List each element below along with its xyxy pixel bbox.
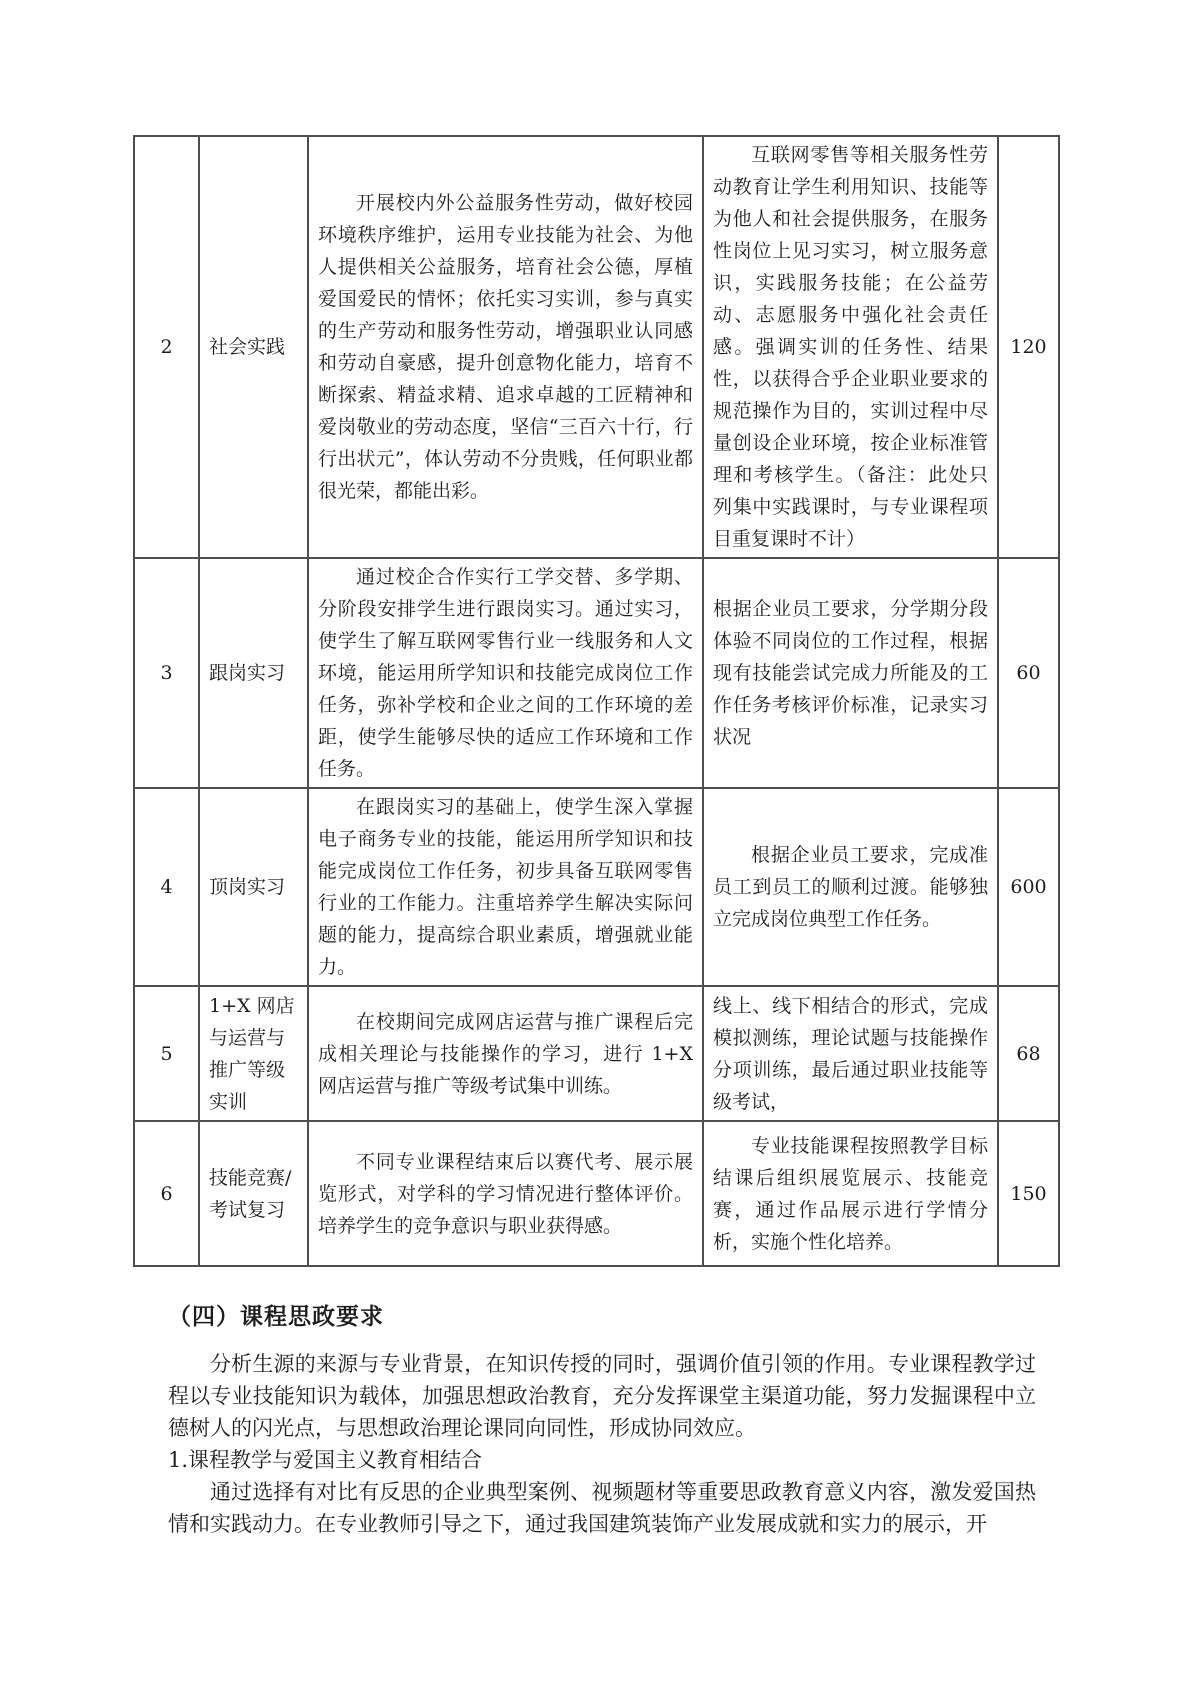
course-requirement: 根据企业员工要求，完成准员工到员工的顺利过渡。能够独立完成岗位典型工作任务。: [703, 788, 998, 986]
section-heading: （四）课程思政要求: [168, 1304, 384, 1330]
course-description: 通过校企合作实行工学交替、多学期、分阶段安排学生进行跟岗实习。通过实习，使学生了解互联网零售行业一线服务和人文环境，能运用所学知识和技能完成岗位工作任务，弥补学校和企业之间的工作环境的差距，使学生能够尽快的适应工作环境和工作任务。: [308, 558, 703, 788]
course-description: 在校期间完成网店运营与推广课程后完成相关理论与技能操作的学习，进行 1+X 网店运营与推广等级考试集中训练。: [308, 986, 703, 1121]
table-row: [134, 136, 1059, 558]
course-hours: 120: [998, 136, 1059, 558]
course-name: 顶岗实习: [199, 788, 308, 986]
course-description: 不同专业课程结束后以赛代考、展示展览形式，对学科的学习情况进行整体评价。培养学生的竞争意识与职业获得感。: [308, 1121, 703, 1266]
table-row: [134, 558, 1059, 788]
course-requirement: 根据企业员工要求，分学期分段体验不同岗位的工作过程，根据现有技能尝试完成力所能及的工作任务考核评价标准，记录实习状况: [703, 558, 998, 788]
course-requirement: 专业技能课程按照教学目标结课后组织展览展示、技能竞赛，通过作品展示进行学情分析，实施个性化培养。: [703, 1121, 998, 1266]
course-requirement: 线上、线下相结合的形式，完成模拟测练，理论试题与技能操作分项训练，最后通过职业技能等级考试，: [703, 986, 998, 1121]
course-hours: 68: [998, 986, 1059, 1121]
row-number: 2: [134, 136, 199, 558]
row-number: 5: [134, 986, 199, 1121]
row-number: 3: [134, 558, 199, 788]
course-hours: 60: [998, 558, 1059, 788]
course-description: 在跟岗实习的基础上，使学生深入掌握电子商务专业的技能，能运用所学知识和技能完成岗位工作任务，初步具备互联网零售行业的工作能力。注重培养学生解决实际问题的能力，提高综合职业素质，增强就业能力。: [308, 788, 703, 986]
course-hours: 150: [998, 1121, 1059, 1266]
practical-course-table: [133, 135, 1060, 1267]
section-paragraph: 分析生源的来源与专业背景，在知识传授的同时，强调价值引领的作用。专业课程教学过程以专业技能知识为载体，加强思想政治教育，充分发挥课堂主渠道功能，努力发掘课程中立德树人的闪光点，与思想政治理论课同向同性，形成协同效应。: [168, 1352, 1036, 1440]
ideology-requirements-section: [168, 1302, 1036, 1540]
table-row: [134, 1121, 1059, 1266]
course-name: 技能竞赛/考试复习: [199, 1121, 308, 1266]
course-hours: 600: [998, 788, 1059, 986]
course-name: 跟岗实习: [199, 558, 308, 788]
section-paragraph: 通过选择有对比有反思的企业典型案例、视频题材等重要思政教育意义内容，激发爱国热情和实践动力。在专业教师引导之下，通过我国建筑装饰产业发展成就和实力的展示，开: [168, 1480, 1036, 1536]
row-number: 6: [134, 1121, 199, 1266]
section-subitem-title: 1.课程教学与爱国主义教育相结合: [168, 1448, 483, 1472]
course-name: 1+X 网店与运营与推广等级实训: [199, 986, 308, 1121]
table-row: [134, 986, 1059, 1121]
table-row: [134, 788, 1059, 986]
course-description: 开展校内外公益服务性劳动，做好校园环境秩序维护，运用专业技能为社会、为他人提供相关公益服务，培育社会公德，厚植爱国爱民的情怀；依托实习实训，参与真实的生产劳动和服务性劳动，增强职业认同感和劳动自豪感，提升创意物化能力，培育不断探索、精益求精、追求卓越的工匠精神和爱岗敬业的劳动态度，坚信“三百六十行，行行出状元”，体认劳动不分贵贱，任何职业都很光荣，都能出彩。: [308, 136, 703, 558]
course-name: 社会实践: [199, 136, 308, 558]
course-requirement: 互联网零售等相关服务性劳动教育让学生利用知识、技能等为他人和社会提供服务，在服务性岗位上见习实习，树立服务意识，实践服务技能；在公益劳动、志愿服务中强化社会责任感。强调实训的任务性、结果性，以获得合乎企业职业要求的规范操作为目的，实训过程中尽量创设企业环境，按企业标准管理和考核学生。（备注：此处只列集中实践课时，与专业课程项目重复课时不计）: [703, 136, 998, 558]
row-number: 4: [134, 788, 199, 986]
